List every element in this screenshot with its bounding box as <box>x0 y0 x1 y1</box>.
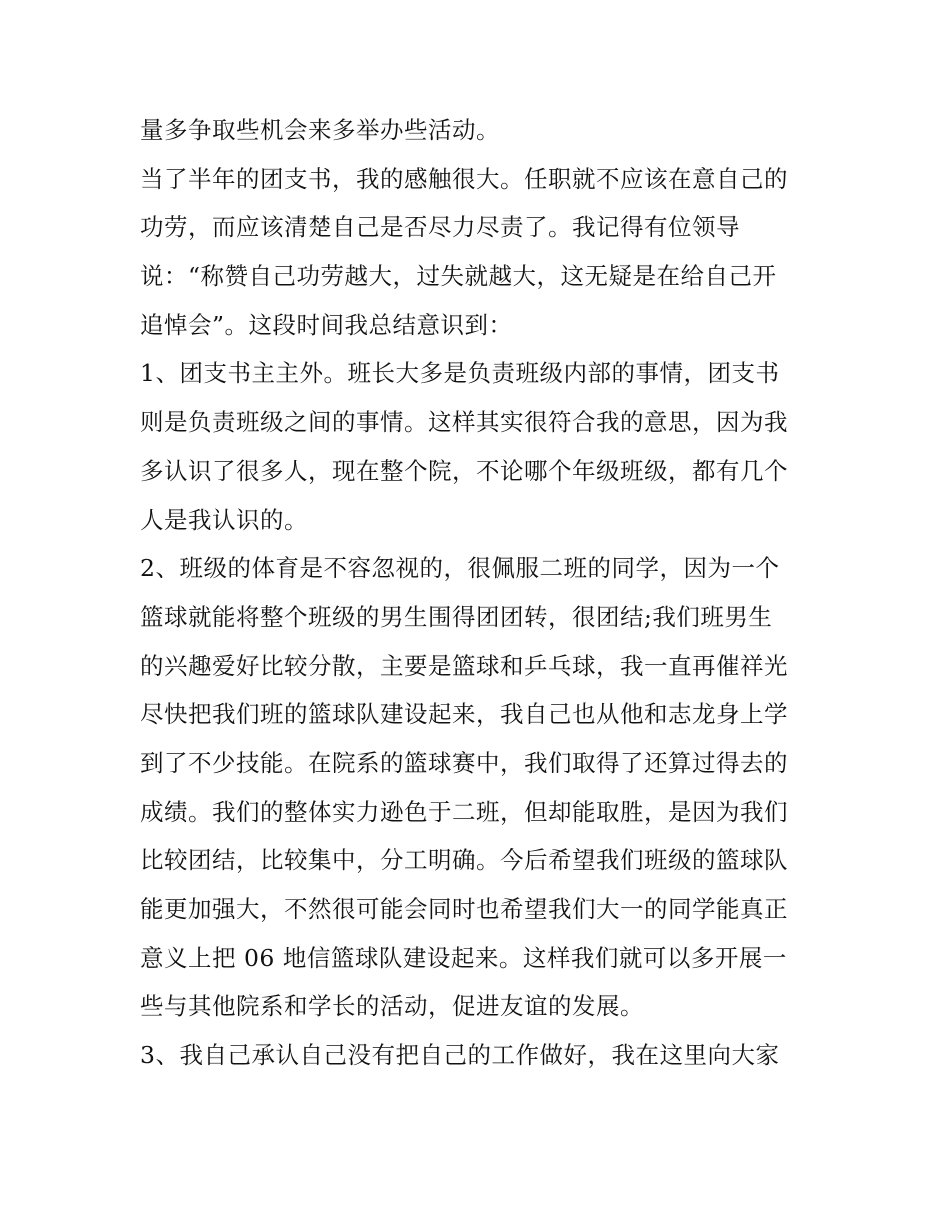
text-line: 成绩。我们的整体实力逊色于二班，但却能取胜，是因为我们 <box>140 797 788 826</box>
text-line: 多认识了很多人，现在整个院，不论哪个年级班级，都有几个 <box>140 456 788 485</box>
text-line: 人是我认识的。 <box>140 505 308 534</box>
text-line: 则是负责班级之间的事情。这样其实很符合我的意思，因为我 <box>140 408 788 437</box>
text-line: 尽快把我们班的篮球队建设起来，我自己也从他和志龙身上学 <box>140 700 788 729</box>
text-line: 量多争取些机会来多举办些活动。 <box>140 116 500 144</box>
text-line: 追悼会”。这段时间我总结意识到： <box>140 310 513 339</box>
text-line: 到了不少技能。在院系的篮球赛中，我们取得了还算过得去的 <box>140 748 788 777</box>
text-line: 比较团结，比较集中，分工明确。今后希望我们班级的篮球队 <box>140 846 788 875</box>
text-line: 3、我自己承认自己没有把自己的工作做好，我在这里向大家 <box>140 1041 780 1070</box>
text-line: 功劳，而应该清楚自己是否尽力尽责了。我记得有位领导 <box>140 213 740 242</box>
text-line: 当了半年的团支书，我的感触很大。任职就不应该在意自己的 <box>140 164 788 193</box>
text-line: 1、团支书主主外。班长大多是负责班级内部的事情，团支书 <box>140 359 780 388</box>
text-line: 能更加强大，不然很可能会同时也希望我们大一的同学能真正 <box>140 895 788 923</box>
text-line: 2、班级的体育是不容忽视的，很佩服二班的同学，因为一个 <box>140 554 780 583</box>
text-line: 篮球就能将整个班级的男生围得团团转，很团结;我们班男生 <box>140 602 773 631</box>
text-line: 意义上把 06 地信篮球队建设起来。这样我们就可以多开展一 <box>140 943 787 972</box>
text-line: 些与其他院系和学长的活动，促进友谊的发展。 <box>140 992 644 1021</box>
text-line: 的兴趣爱好比较分散，主要是篮球和乒乓球，我一直再催祥光 <box>140 651 788 680</box>
document-body <box>140 111 820 1085</box>
text-line: 说：“称赞自己功劳越大，过失就越大，这无疑是在给自己开 <box>140 262 777 291</box>
